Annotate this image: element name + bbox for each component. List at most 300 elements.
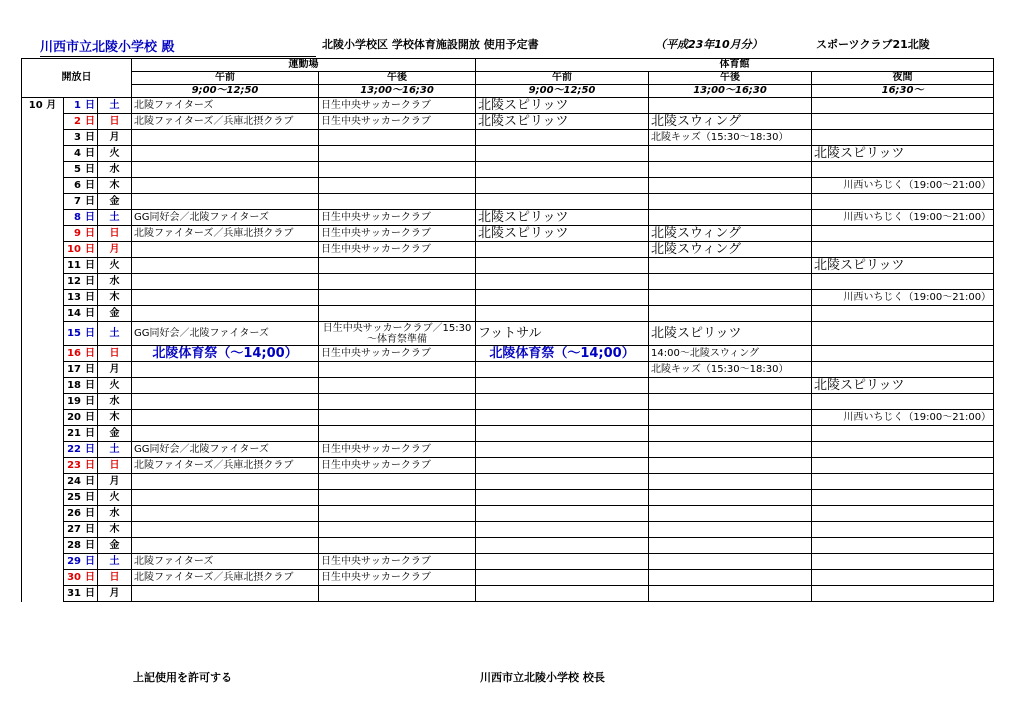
gym-am-cell [476, 586, 649, 602]
gym-pm-cell [649, 378, 812, 394]
day-number: 14 [67, 307, 81, 319]
gym-pm-cell [649, 442, 812, 458]
field-am-cell: 北陵ファイターズ／兵庫北摂クラブ [132, 226, 319, 242]
gym-header: 体育館 [476, 59, 994, 72]
month-cell [22, 210, 64, 226]
field-am-header: 午前 [132, 72, 319, 85]
day-cell [64, 378, 98, 394]
approval-text: 上記使用を許可する [133, 671, 232, 684]
day-suffix: 日 [85, 587, 95, 599]
table-row [22, 258, 994, 274]
day-suffix: 日 [85, 291, 95, 303]
day-cell [64, 362, 98, 378]
table-row [22, 554, 994, 570]
document-title: 北陵小学校区 学校体育施設開放 使用予定書 [322, 38, 539, 51]
weekday-cell: 日 [98, 114, 132, 130]
month-cell [22, 322, 64, 346]
gym-night-time: 16;30～ [812, 85, 994, 98]
gym-am-cell [476, 570, 649, 586]
day-cell [64, 322, 98, 346]
field-pm-cell [319, 522, 476, 538]
field-am-cell: GG同好会／北陵ファイターズ [132, 322, 319, 346]
gym-am-cell: 北陵スピリッツ [476, 98, 649, 114]
gym-pm-cell [649, 474, 812, 490]
gym-night-cell: 川西いちじく（19:00～21:00） [812, 410, 994, 426]
gym-am-cell [476, 290, 649, 306]
field-am-cell [132, 162, 319, 178]
day-cell [64, 178, 98, 194]
day-suffix: 日 [85, 259, 95, 271]
field-am-cell [132, 410, 319, 426]
month-cell [22, 346, 64, 362]
field-pm-cell [319, 306, 476, 322]
table-row [22, 162, 994, 178]
gym-am-cell [476, 258, 649, 274]
day-number: 4 [74, 147, 81, 159]
day-number: 3 [74, 131, 81, 143]
gym-night-cell [812, 306, 994, 322]
field-am-cell [132, 426, 319, 442]
weekday-cell: 土 [98, 98, 132, 114]
gym-am-cell [476, 394, 649, 410]
day-number: 5 [74, 163, 81, 175]
schedule-table [21, 58, 994, 602]
field-am-cell [132, 242, 319, 258]
day-cell [64, 538, 98, 554]
gym-night-cell: 北陵スピリッツ [812, 258, 994, 274]
weekday-cell: 土 [98, 210, 132, 226]
principal-signature-line: 川西市立北陵小学校 校長 [480, 671, 605, 684]
table-row [22, 322, 994, 346]
field-am-cell: 北陵体育祭（～14;00） [132, 346, 319, 362]
weekday-cell: 日 [98, 458, 132, 474]
gym-pm-cell [649, 410, 812, 426]
table-row [22, 210, 994, 226]
gym-am-cell [476, 362, 649, 378]
gym-pm-cell [649, 570, 812, 586]
day-cell [64, 274, 98, 290]
weekday-cell: 金 [98, 194, 132, 210]
gym-am-header: 午前 [476, 72, 649, 85]
day-number: 2 [74, 115, 81, 127]
day-number: 19 [67, 395, 81, 407]
field-am-cell [132, 394, 319, 410]
field-pm-header: 午後 [319, 72, 476, 85]
gym-am-cell [476, 490, 649, 506]
gym-am-cell [476, 306, 649, 322]
table-row [22, 490, 994, 506]
weekday-cell: 水 [98, 162, 132, 178]
gym-night-cell [812, 570, 994, 586]
field-am-cell [132, 178, 319, 194]
gym-pm-cell: 14:00～北陵スウィング [649, 346, 812, 362]
day-number: 26 [67, 507, 81, 519]
gym-night-cell [812, 474, 994, 490]
day-suffix: 日 [85, 379, 95, 391]
gym-pm-cell [649, 522, 812, 538]
gym-pm-cell [649, 506, 812, 522]
gym-night-cell: 川西いちじく（19:00～21:00） [812, 210, 994, 226]
day-number: 15 [67, 327, 81, 339]
day-suffix: 日 [85, 507, 95, 519]
gym-pm-cell: 北陵スウィング [649, 114, 812, 130]
gym-am-cell [476, 538, 649, 554]
field-pm-cell: 日生中央サッカークラブ [319, 554, 476, 570]
month-cell [22, 130, 64, 146]
weekday-cell: 月 [98, 130, 132, 146]
field-pm-cell [319, 178, 476, 194]
month-cell [22, 378, 64, 394]
day-number: 31 [67, 587, 81, 599]
day-suffix: 日 [85, 227, 95, 239]
day-suffix: 日 [85, 99, 95, 111]
day-cell [64, 410, 98, 426]
field-am-cell [132, 306, 319, 322]
gym-pm-cell: 北陵キッズ（15:30～18:30） [649, 130, 812, 146]
gym-night-cell: 北陵スピリッツ [812, 146, 994, 162]
weekday-cell: 月 [98, 474, 132, 490]
field-pm-cell [319, 130, 476, 146]
day-number: 9 [74, 227, 81, 239]
gym-pm-cell [649, 258, 812, 274]
field-pm-cell: 日生中央サッカークラブ [319, 226, 476, 242]
field-am-cell [132, 506, 319, 522]
day-cell [64, 394, 98, 410]
day-cell [64, 570, 98, 586]
field-header: 運動場 [132, 59, 476, 72]
gym-night-cell [812, 394, 994, 410]
day-cell [64, 474, 98, 490]
gym-night-cell [812, 346, 994, 362]
gym-night-cell [812, 362, 994, 378]
field-am-cell: GG同好会／北陵ファイターズ [132, 442, 319, 458]
gym-night-cell [812, 114, 994, 130]
gym-pm-cell [649, 394, 812, 410]
gym-am-cell: 北陵スピリッツ [476, 210, 649, 226]
gym-pm-header: 午後 [649, 72, 812, 85]
month-cell [22, 362, 64, 378]
weekday-cell: 月 [98, 242, 132, 258]
gym-am-cell [476, 442, 649, 458]
day-suffix: 日 [85, 411, 95, 423]
gym-night-cell [812, 586, 994, 602]
field-pm-cell [319, 194, 476, 210]
table-row [22, 522, 994, 538]
day-suffix: 日 [85, 347, 95, 359]
gym-am-cell [476, 410, 649, 426]
gym-pm-cell [649, 146, 812, 162]
gym-night-cell [812, 98, 994, 114]
table-row [22, 194, 994, 210]
field-am-cell: 北陵ファイターズ／兵庫北摂クラブ [132, 570, 319, 586]
table-row [22, 290, 994, 306]
gym-night-cell: 北陵スピリッツ [812, 378, 994, 394]
gym-am-cell [476, 194, 649, 210]
gym-pm-cell [649, 290, 812, 306]
day-number: 18 [67, 379, 81, 391]
day-suffix: 日 [85, 243, 95, 255]
field-pm-cell [319, 410, 476, 426]
day-suffix: 日 [85, 475, 95, 487]
table-row [22, 394, 994, 410]
field-pm-cell: 日生中央サッカークラブ [319, 442, 476, 458]
gym-am-cell: 北陵スピリッツ [476, 114, 649, 130]
weekday-cell: 木 [98, 178, 132, 194]
gym-pm-cell [649, 98, 812, 114]
gym-night-cell [812, 490, 994, 506]
day-suffix: 日 [85, 427, 95, 439]
field-am-cell: 北陵ファイターズ [132, 98, 319, 114]
day-number: 23 [67, 459, 81, 471]
month-cell [22, 146, 64, 162]
day-number: 17 [67, 363, 81, 375]
gym-pm-cell [649, 554, 812, 570]
weekday-cell: 木 [98, 410, 132, 426]
gym-pm-cell [649, 490, 812, 506]
day-number: 24 [67, 475, 81, 487]
table-row [22, 426, 994, 442]
field-am-cell [132, 130, 319, 146]
day-suffix: 日 [85, 195, 95, 207]
gym-pm-cell: 北陵スピリッツ [649, 322, 812, 346]
weekday-cell: 日 [98, 346, 132, 362]
day-cell [64, 458, 98, 474]
field-pm-cell [319, 146, 476, 162]
day-cell [64, 146, 98, 162]
field-am-cell [132, 538, 319, 554]
day-number: 21 [67, 427, 81, 439]
day-suffix: 日 [85, 523, 95, 535]
gym-pm-cell: 北陵キッズ（15:30～18:30） [649, 362, 812, 378]
day-number: 12 [67, 275, 81, 287]
weekday-cell: 日 [98, 570, 132, 586]
field-pm-cell: 日生中央サッカークラブ [319, 346, 476, 362]
gym-pm-cell [649, 538, 812, 554]
gym-am-cell [476, 522, 649, 538]
field-pm-cell [319, 394, 476, 410]
gym-night-cell [812, 426, 994, 442]
gym-am-cell [476, 458, 649, 474]
field-pm-cell: 日生中央サッカークラブ [319, 242, 476, 258]
gym-night-cell [812, 194, 994, 210]
open-day-header: 開放日 [22, 59, 132, 98]
field-pm-cell [319, 290, 476, 306]
weekday-cell: 金 [98, 306, 132, 322]
field-pm-cell [319, 474, 476, 490]
day-suffix: 日 [85, 115, 95, 127]
gym-pm-cell [649, 210, 812, 226]
day-cell [64, 242, 98, 258]
weekday-cell: 木 [98, 290, 132, 306]
weekday-cell: 土 [98, 322, 132, 346]
field-pm-cell: 日生中央サッカークラブ [319, 210, 476, 226]
field-pm-cell [319, 362, 476, 378]
month-cell [22, 506, 64, 522]
day-suffix: 日 [85, 539, 95, 551]
gym-am-cell [476, 506, 649, 522]
table-row [22, 442, 994, 458]
table-row [22, 114, 994, 130]
field-pm-cell [319, 162, 476, 178]
month-cell [22, 538, 64, 554]
day-cell [64, 554, 98, 570]
table-row [22, 506, 994, 522]
field-am-cell: 北陵ファイターズ [132, 554, 319, 570]
day-cell [64, 226, 98, 242]
field-pm-time: 13;00～16;30 [319, 85, 476, 98]
table-row [22, 178, 994, 194]
field-pm-cell: 日生中央サッカークラブ [319, 570, 476, 586]
gym-pm-cell [649, 194, 812, 210]
day-suffix: 日 [85, 275, 95, 287]
gym-pm-cell [649, 458, 812, 474]
month-cell [22, 274, 64, 290]
field-am-cell [132, 490, 319, 506]
gym-am-cell [476, 378, 649, 394]
weekday-cell: 火 [98, 490, 132, 506]
month-cell [22, 522, 64, 538]
field-am-cell [132, 586, 319, 602]
weekday-cell: 日 [98, 226, 132, 242]
gym-pm-cell [649, 586, 812, 602]
field-pm-cell [319, 378, 476, 394]
field-am-cell [132, 194, 319, 210]
day-number: 16 [67, 347, 81, 359]
day-number: 22 [67, 443, 81, 455]
gym-night-cell [812, 130, 994, 146]
table-row [22, 242, 994, 258]
field-pm-cell: 日生中央サッカークラブ／15:30～体育祭準備 [319, 322, 476, 346]
month-cell [22, 226, 64, 242]
day-cell [64, 98, 98, 114]
gym-am-cell [476, 554, 649, 570]
gym-am-cell [476, 242, 649, 258]
table-row [22, 146, 994, 162]
day-number: 1 [74, 99, 81, 111]
month-cell [22, 426, 64, 442]
gym-am-cell [476, 162, 649, 178]
day-cell [64, 490, 98, 506]
field-am-cell [132, 378, 319, 394]
table-row [22, 306, 994, 322]
day-suffix: 日 [85, 443, 95, 455]
day-cell [64, 210, 98, 226]
month-cell [22, 258, 64, 274]
field-am-cell [132, 290, 319, 306]
gym-night-cell [812, 162, 994, 178]
gym-pm-cell [649, 426, 812, 442]
weekday-cell: 土 [98, 554, 132, 570]
table-row [22, 346, 994, 362]
day-number: 11 [67, 259, 81, 271]
day-number: 6 [74, 179, 81, 191]
day-cell [64, 162, 98, 178]
field-am-cell: GG同好会／北陵ファイターズ [132, 210, 319, 226]
day-cell [64, 194, 98, 210]
day-number: 13 [67, 291, 81, 303]
month-cell [22, 194, 64, 210]
gym-am-time: 9;00～12;50 [476, 85, 649, 98]
month-cell: 10 月 [22, 98, 64, 114]
gym-night-header: 夜間 [812, 72, 994, 85]
month-cell [22, 242, 64, 258]
field-am-cell [132, 474, 319, 490]
gym-night-cell [812, 506, 994, 522]
gym-am-cell [476, 426, 649, 442]
day-suffix: 日 [85, 211, 95, 223]
gym-pm-cell [649, 178, 812, 194]
day-suffix: 日 [85, 179, 95, 191]
weekday-cell: 火 [98, 378, 132, 394]
period-label: （平成23年10月分） [655, 38, 763, 51]
gym-night-cell [812, 274, 994, 290]
day-suffix: 日 [85, 327, 95, 339]
weekday-cell: 金 [98, 426, 132, 442]
month-cell [22, 458, 64, 474]
weekday-cell: 金 [98, 538, 132, 554]
weekday-cell: 火 [98, 146, 132, 162]
table-row [22, 130, 994, 146]
gym-am-cell [476, 474, 649, 490]
field-am-cell [132, 258, 319, 274]
day-cell [64, 522, 98, 538]
gym-am-cell [476, 130, 649, 146]
gym-pm-cell [649, 306, 812, 322]
table-row [22, 378, 994, 394]
weekday-cell: 月 [98, 362, 132, 378]
table-row [22, 274, 994, 290]
weekday-cell: 水 [98, 274, 132, 290]
table-row [22, 570, 994, 586]
day-cell [64, 442, 98, 458]
field-pm-cell [319, 426, 476, 442]
month-cell [22, 474, 64, 490]
field-am-cell: 北陵ファイターズ／兵庫北摂クラブ [132, 114, 319, 130]
gym-am-cell: 北陵体育祭（～14;00） [476, 346, 649, 362]
gym-pm-cell [649, 274, 812, 290]
weekday-cell: 月 [98, 586, 132, 602]
table-row [22, 458, 994, 474]
field-pm-cell [319, 258, 476, 274]
day-cell [64, 258, 98, 274]
weekday-cell: 火 [98, 258, 132, 274]
gym-night-cell [812, 322, 994, 346]
field-am-cell [132, 522, 319, 538]
month-cell [22, 442, 64, 458]
day-suffix: 日 [85, 147, 95, 159]
field-pm-cell [319, 538, 476, 554]
gym-night-cell [812, 522, 994, 538]
gym-am-cell: 北陵スピリッツ [476, 226, 649, 242]
day-number: 7 [74, 195, 81, 207]
table-row [22, 98, 994, 114]
gym-night-cell [812, 442, 994, 458]
month-cell [22, 490, 64, 506]
month-cell [22, 394, 64, 410]
field-pm-cell: 日生中央サッカークラブ [319, 98, 476, 114]
gym-pm-time: 13;00～16;30 [649, 85, 812, 98]
day-number: 20 [67, 411, 81, 423]
day-cell [64, 130, 98, 146]
month-cell [22, 114, 64, 130]
gym-am-cell [476, 274, 649, 290]
day-cell [64, 290, 98, 306]
day-cell [64, 346, 98, 362]
field-am-time: 9;00～12;50 [132, 85, 319, 98]
weekday-cell: 土 [98, 442, 132, 458]
gym-night-cell [812, 538, 994, 554]
day-number: 25 [67, 491, 81, 503]
